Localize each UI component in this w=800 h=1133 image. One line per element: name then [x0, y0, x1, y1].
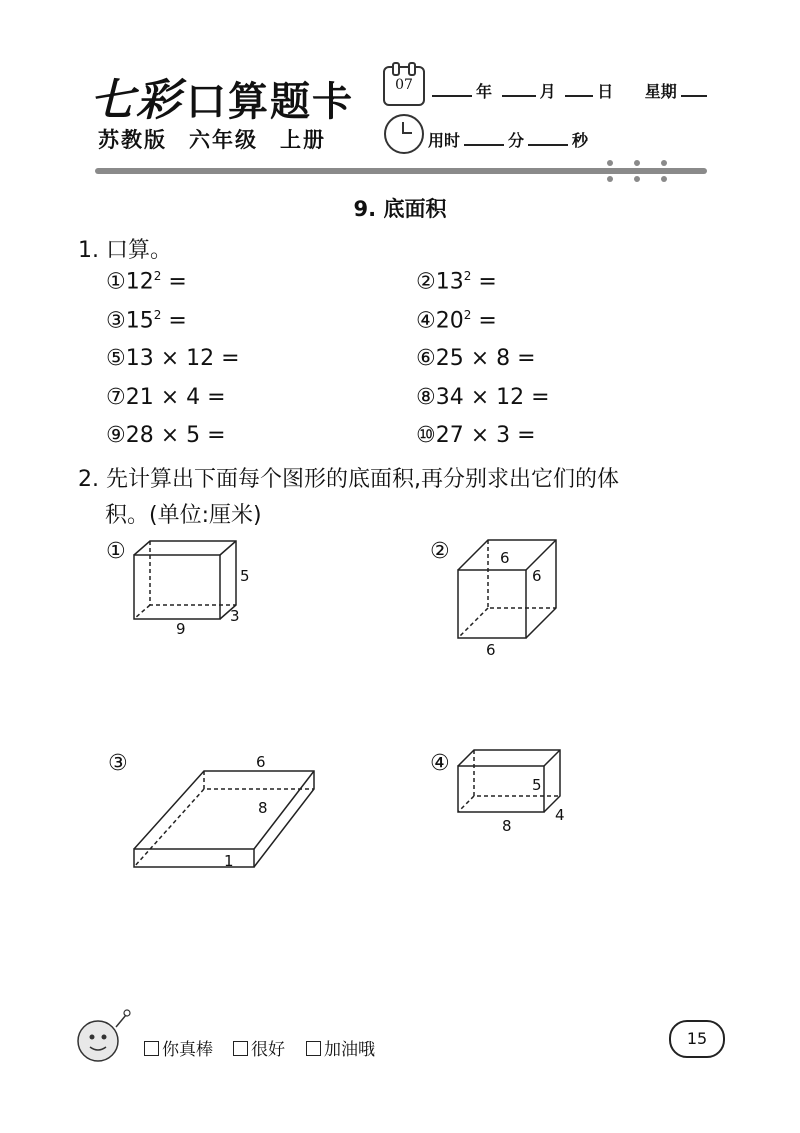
figure-1-length: 9 [176, 620, 186, 638]
item-marker: ③ [106, 307, 126, 333]
item-expression: 15 [125, 307, 154, 333]
calendar-icon [383, 66, 425, 106]
year-label: 年 [476, 82, 493, 101]
rating-option-great[interactable] [144, 1035, 213, 1060]
item-marker: ⑨ [106, 423, 126, 448]
figure-1-width: 3 [230, 607, 240, 625]
lesson-title: 9. 底面积 [353, 197, 447, 221]
figure-2-top-edge: 6 [500, 549, 510, 567]
spiral-binding-icon [607, 160, 613, 182]
brand-title: 口算题卡 [186, 79, 354, 125]
calendar-number: 07 [395, 77, 413, 93]
brand-prefix: 七彩 [90, 75, 182, 126]
item-equals: = [471, 307, 497, 333]
q1-item [106, 346, 240, 371]
day-blank[interactable] [565, 81, 593, 97]
figure-1-label: ① [106, 539, 126, 564]
item-expression: 25 × 8 = [435, 346, 536, 371]
q1-item [416, 423, 536, 448]
time-label: 用时 [428, 131, 461, 150]
minute-label: 分 [508, 131, 525, 150]
q1-title: 1. 口算。 [78, 238, 172, 263]
q1-item [106, 385, 226, 410]
item-expression: 28 × 5 = [125, 423, 226, 448]
edition-line [98, 124, 348, 154]
checkbox[interactable] [233, 1041, 248, 1056]
item-marker: ⑩ [416, 423, 436, 448]
q1-item [416, 308, 497, 333]
second-label: 秒 [572, 131, 589, 150]
rating-label: 很好 [251, 1040, 285, 1060]
item-expression: 12 [125, 269, 154, 295]
page-number: 15 [669, 1020, 725, 1058]
item-marker: ① [106, 269, 126, 295]
figure-1-height: 5 [240, 567, 250, 585]
q2-title-line2: 积。(单位:厘米) [105, 503, 262, 528]
rating-label: 加油哦 [324, 1040, 375, 1060]
checkbox[interactable] [144, 1041, 159, 1056]
date-field [428, 79, 711, 102]
rating-option-good[interactable] [233, 1035, 285, 1060]
minute-blank[interactable] [464, 130, 504, 146]
checkbox[interactable] [306, 1041, 321, 1056]
edition-name: 苏教版 [98, 128, 167, 152]
figure-3-length: 6 [256, 753, 266, 771]
item-marker: ④ [416, 307, 436, 333]
figure-3-height: 1 [224, 852, 234, 870]
item-marker: ⑥ [416, 346, 436, 371]
weekday-label: 星期 [644, 82, 677, 101]
month-label: 月 [539, 82, 556, 101]
item-expression: 21 × 4 = [125, 384, 226, 410]
figure-2-bottom-edge: 6 [486, 641, 496, 659]
year-blank[interactable] [432, 81, 472, 97]
second-blank[interactable] [528, 130, 568, 146]
figure-4-width: 4 [555, 806, 565, 824]
rating-option-keep-going[interactable] [306, 1035, 375, 1060]
month-blank[interactable] [502, 81, 536, 97]
item-exponent: 2 [463, 307, 472, 322]
time-field [428, 128, 588, 151]
figure-3-label: ③ [108, 751, 128, 776]
item-expression: 20 [435, 307, 464, 333]
header-divider [95, 168, 707, 174]
q1-item [416, 346, 536, 371]
clock-icon [384, 114, 424, 154]
figure-2-side-edge: 6 [532, 567, 542, 585]
figure-3-width: 8 [258, 799, 268, 817]
item-marker: ⑦ [106, 384, 126, 410]
volume: 上册 [280, 128, 326, 152]
item-marker: ⑧ [416, 384, 436, 410]
q1-item [106, 308, 187, 333]
item-exponent: 2 [153, 307, 162, 322]
item-equals: = [161, 307, 187, 333]
item-expression: 13 [435, 269, 464, 295]
item-equals: = [161, 269, 187, 295]
spiral-binding-icon [661, 160, 667, 182]
figure-2-cube [450, 532, 570, 652]
grade: 六年级 [189, 128, 258, 152]
item-expression: 34 × 12 = [435, 384, 550, 410]
item-marker: ② [416, 269, 436, 295]
figure-4-height: 5 [532, 776, 542, 794]
q1-item [106, 269, 187, 294]
figure-4-length: 8 [502, 817, 512, 835]
figure-2-label: ② [430, 539, 450, 564]
rating-label: 你真棒 [162, 1040, 213, 1060]
brand-logo [90, 64, 354, 128]
item-expression: 27 × 3 = [435, 423, 536, 448]
figure-1-cuboid [120, 535, 260, 645]
item-expression: 13 × 12 = [125, 346, 240, 371]
item-marker: ⑤ [106, 346, 126, 371]
q2-title-line1: 2. 先计算出下面每个图形的底面积,再分别求出它们的体 [78, 467, 619, 492]
item-exponent: 2 [153, 269, 162, 283]
day-label: 日 [597, 82, 614, 101]
spiral-binding-icon [634, 160, 640, 182]
mascot-icon [70, 1005, 136, 1071]
weekday-blank[interactable] [681, 81, 707, 97]
q1-item [416, 269, 497, 294]
item-equals: = [471, 269, 497, 295]
q1-item [106, 423, 226, 448]
item-exponent: 2 [463, 269, 472, 283]
q1-item [416, 385, 550, 410]
figure-4-label: ④ [430, 751, 450, 776]
